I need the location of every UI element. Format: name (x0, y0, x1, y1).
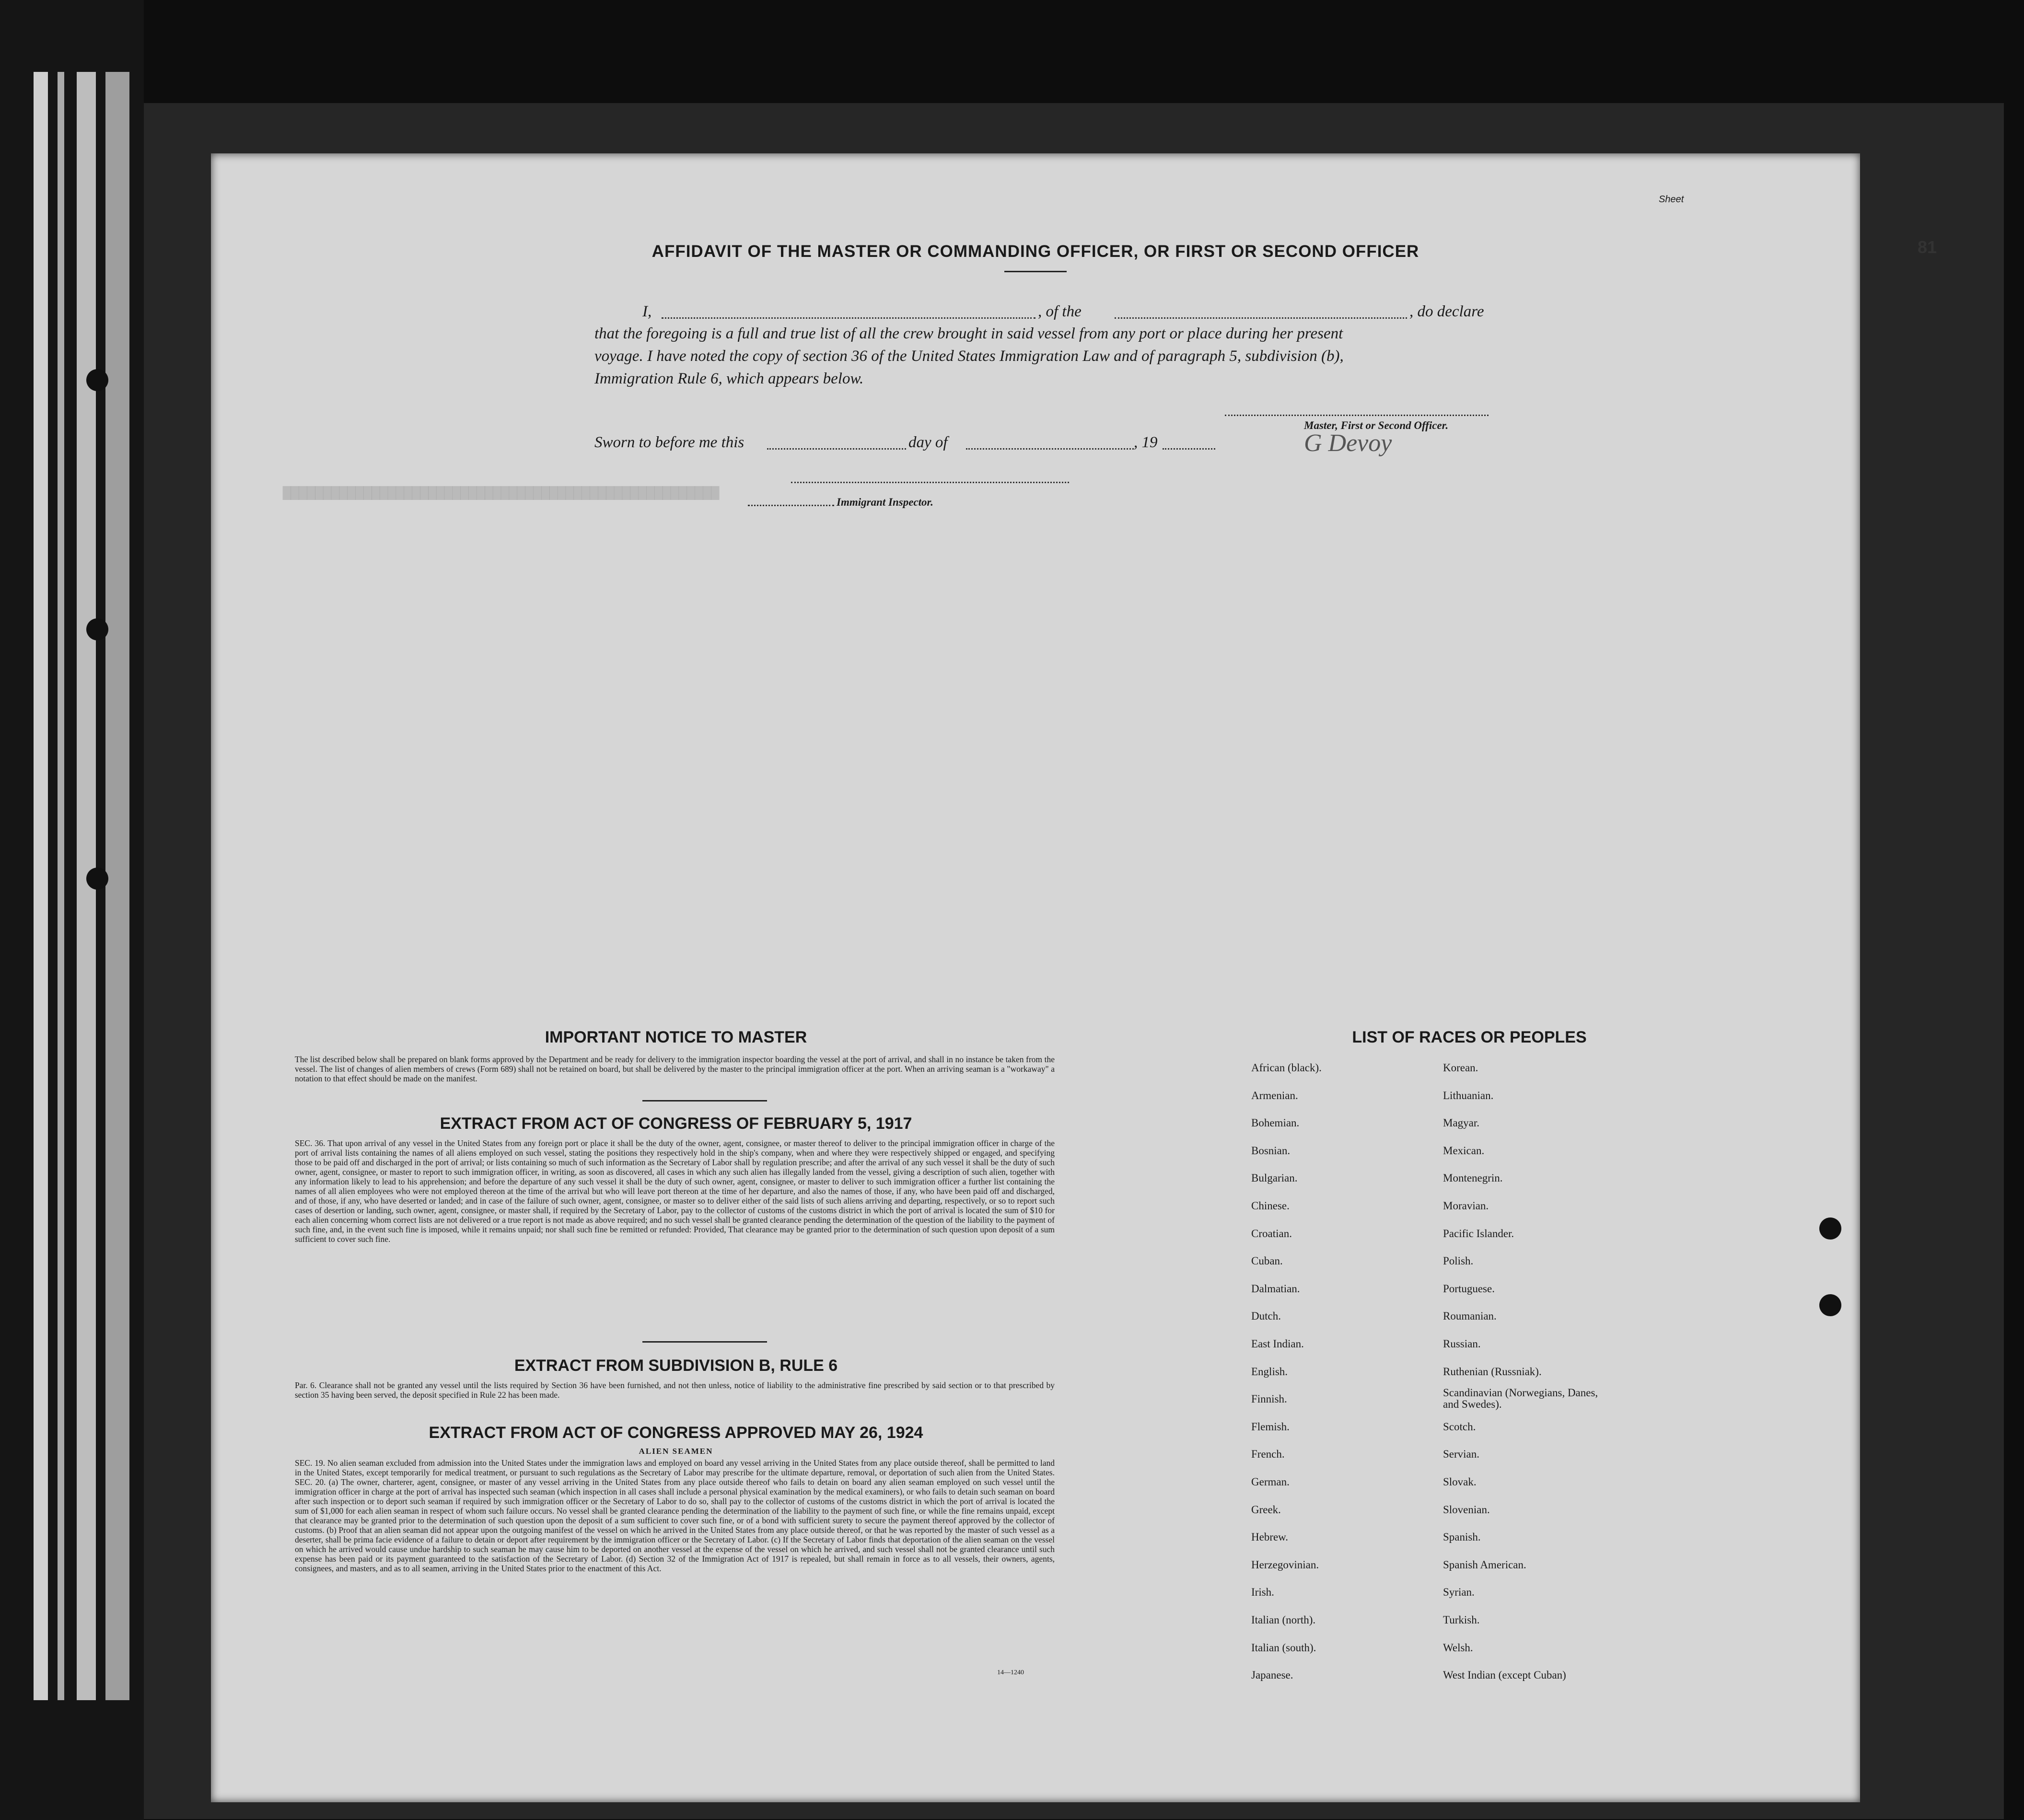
document-page (211, 153, 1937, 1802)
extract-rule6-text: Par. 6. Clearance shall not be granted any vessel until the lists required by Section 36 have been furnished, and not then unless, notice of liability to the administrative fine prescribed by said section or to that prescribed by section 35 having been served, the deposit specified in Rule 22 has been made. (295, 1380, 1055, 1400)
section-rule (642, 1341, 767, 1343)
race-item: Magyar. (1443, 1117, 1480, 1129)
race-item: Italian (north). (1251, 1614, 1316, 1626)
race-item: Chinese. (1251, 1200, 1290, 1212)
race-item: Finnish. (1251, 1393, 1287, 1405)
punch-hole (86, 868, 108, 890)
race-item: Ruthenian (Russniak). (1443, 1365, 1542, 1378)
binder-leaf (58, 72, 64, 1700)
race-item: Spanish American. (1443, 1558, 1526, 1571)
extract-1924-title: EXTRACT FROM ACT OF CONGRESS APPROVED MAY 26, 1924 (429, 1424, 923, 1442)
race-item: Turkish. (1443, 1614, 1480, 1626)
race-item: Servian. (1443, 1448, 1480, 1461)
sworn-year-field[interactable] (1163, 448, 1215, 450)
decl-line-3: voyage. I have noted the copy of section 36 of the United States Immigration Law and of paragraph 5, subdivision (b), (594, 348, 1344, 365)
race-item: Dutch. (1251, 1310, 1281, 1322)
race-item: Polish. (1443, 1255, 1474, 1267)
race-item: Scotch. (1443, 1420, 1476, 1433)
race-item: Bohemian. (1251, 1117, 1300, 1129)
race-item: Irish. (1251, 1586, 1274, 1599)
inspector-lead-dots (748, 505, 834, 506)
punch-hole (86, 369, 108, 391)
handwritten-signature: G Devoy (1304, 429, 1392, 457)
sworn-label: Sworn to before me this (594, 434, 744, 451)
master-signature-line[interactable] (1225, 415, 1489, 416)
race-item: French. (1251, 1448, 1285, 1461)
race-item: Spanish. (1443, 1531, 1481, 1543)
vessel-field[interactable] (1115, 317, 1407, 319)
race-item: Cuban. (1251, 1255, 1283, 1267)
race-item: Bulgarian. (1251, 1172, 1298, 1184)
race-item: Mexican. (1443, 1144, 1485, 1157)
decl-line-2: that the foregoing is a full and true list of all the crew brought in said vessel from any port or place during her present (594, 325, 1343, 342)
extract-rule6-title: EXTRACT FROM SUBDIVISION B, RULE 6 (514, 1356, 838, 1375)
year-prefix: , 19 (1134, 434, 1158, 451)
race-item: English. (1251, 1365, 1288, 1378)
binder-leaf (34, 72, 48, 1700)
race-item: Flemish. (1251, 1420, 1290, 1433)
race-item: Portuguese. (1443, 1282, 1495, 1295)
decl-of-the: , of the (1038, 303, 1082, 320)
sworn-day-field[interactable] (767, 448, 906, 450)
extract-1924-subtitle: ALIEN SEAMEN (639, 1447, 713, 1456)
punch-hole (1819, 1217, 1841, 1240)
race-item: Pacific Islander. (1443, 1227, 1514, 1240)
section-rule (642, 1100, 767, 1101)
notice-title: IMPORTANT NOTICE TO MASTER (545, 1028, 807, 1046)
race-item: Roumanian. (1443, 1310, 1497, 1322)
corner-number: 81 (1918, 237, 1937, 257)
race-item: Japanese. (1251, 1669, 1293, 1681)
extract-1917-title: EXTRACT FROM ACT OF CONGRESS OF FEBRUARY 5, 1917 (440, 1114, 912, 1133)
race-item: African (black). (1251, 1062, 1322, 1074)
inspector-signature-line[interactable] (791, 482, 1069, 483)
notice-text: The list described below shall be prepared on blank forms approved by the Department and be ready for delivery to the immigration inspector boarding the vessel at the port of arrival, and shall in no instance be taken from the vessel. The list of changes of alien members of crews (Form 689) shall not be retained on board, but shall be delivered by the master to the principal immigration officer at the port. When an arriving seaman is a "workaway" a notation to that effect should be made on the manifest. (295, 1055, 1055, 1083)
race-item: East Indian. (1251, 1338, 1304, 1350)
race-item: Slovenian. (1443, 1503, 1490, 1516)
race-item: German. (1251, 1476, 1290, 1488)
race-item: Montenegrin. (1443, 1172, 1503, 1184)
binder-edge (0, 0, 144, 1820)
race-item: Syrian. (1443, 1586, 1475, 1599)
extract-1917-text: SEC. 36. That upon arrival of any vessel in the United States from any foreign port or place it shall be the duty of the owner, agent, consignee, or master thereof to deliver to the principal immigration officer in charge of the port of arrival lists containing the names of all aliens employed on such vessel, stating the positions they respectively hold in the ship's company, when and where they were respectively shipped or engaged, and specifying those to be paid off and discharged in the port of arrival; or lists containing so much of such information as the Secretary of Labor shall by regulation prescribe; and after the arrival of any such vessel it shall be the duty of such owner, agent, consignee, or master to report to such immigration officer, in writing, as soon as discovered, all cases in which any such alien has illegally landed from the vessel, giving a description of such alien, together with any information likely to lead to his apprehension; and before the departure of any such vessel it shall be the duty of such owner, agent, consignee, or master to deliver to such immigration officer a further list containing the names of all alien employees who were not employed thereon at the time of the arrival but who will leave port thereon at the time of her departure, and also the names of those, if any, who have been paid off and discharged, and of those, if any, who have deserted or landed; and in case of the failure of such owner, agent, consignee, or master so to deliver either of the said lists of such aliens arriving and departing, respectively, or so to report such cases of desertion or landing, such owner, agent, consignee, or master shall, if required by the Secretary of Labor, pay to the collector of customs of the customs district in which the port of arrival is located the sum of $10 for each alien concerning whom correct lists are not delivered or a true report is not made as above required; and no such vessel shall be granted clearance pending the determination of the question of the liability to the payment of such fine, and, in the event such fine is imposed, while it remains unpaid; nor shall such fine be remitted or refunded: Provided, That clearance may be granted prior to the determination of such question upon deposit of a sum sufficient to cover such fine. (295, 1138, 1055, 1244)
race-item: Italian (south). (1251, 1641, 1316, 1654)
race-item: Moravian. (1443, 1200, 1489, 1212)
form-number: 14—1240 (997, 1669, 1024, 1676)
title-rule (1004, 271, 1067, 272)
race-item: Hebrew. (1251, 1531, 1289, 1543)
race-item: Herzegovinian. (1251, 1558, 1319, 1571)
inspector-label: Immigrant Inspector. (837, 496, 933, 508)
decl-line-4: Immigration Rule 6, which appears below. (594, 370, 864, 387)
race-item: Lithuanian. (1443, 1089, 1494, 1101)
punch-hole (1819, 1294, 1841, 1316)
race-item: Welsh. (1443, 1641, 1473, 1654)
extract-1924-text: SEC. 19. No alien seaman excluded from admission into the United States under the immigration laws and employed on board any vessel arriving in the United States from any place outside thereof, shall be permitted to land in the United States, except temporarily for medical treatment, or pursuant to such regulations as the Secretary of Labor may prescribe for the ultimate departure, removal, or deportation of such alien from the United States. SEC. 20. (a) The owner, charterer, agent, consignee, or master of any vessel arriving in the United States from any place outside thereof who fails to detain on board any alien seaman employed on such vessel until the immigration officer in charge at the port of arrival has inspected such seaman (which inspection in all cases shall include a personal physical examination by the medical examiners), or who fails to detain such seaman on board after such inspection or to deport such seaman if required by such immigration officer or the Secretary of Labor to do so, shall pay to the collector of customs of the customs district in which the port of arrival is located the sum of $1,000 for each alien seaman in respect of whom such failure occurs. No vessel shall be granted clearance pending the determination of the liability to the payment of such fine, or while the fine remains unpaid, except that clearance may be granted prior to the determination of such question upon the deposit of a sum sufficient to cover such fine, or of a bond with sufficient surety to secure the payment thereof approved by the collector of customs. (b) Proof that an alien seaman did not appear upon the outgoing manifest of the vessel on which he arrived in the United States from any place outside thereof, or that he was reported by the master of such vessel as a deserter, shall be prima facie evidence of a failure to detain or deport after requirement by the immigration officer or the Secretary of Labor. (c) If the Secretary of Labor finds that deportation of the alien seaman on the vessel on which he arrived would cause undue hardship to such seaman he may cause him to be deported on another vessel at the expense of the vessel on which he arrived, and such vessel shall not be granted clearance until such expense has been paid or its payment guaranteed to the satisfaction of the Secretary of Labor. (d) Section 32 of the Immigration Act of 1917 is repealed, but shall remain in force as to all vessels, their owners, agents, consignees, and masters, and as to all seamen, arriving in the United States prior to the enactment of this Act. (295, 1458, 1055, 1573)
race-item: Croatian. (1251, 1227, 1292, 1240)
decl-i: I, (642, 303, 652, 320)
race-item: Russian. (1443, 1338, 1481, 1350)
races-title: LIST OF RACES OR PEOPLES (1352, 1028, 1587, 1046)
affidavit-title: AFFIDAVIT OF THE MASTER OR COMMANDING OFFICER, OR FIRST OR SECOND OFFICER (651, 242, 1419, 261)
race-item: Scandinavian (Norwegians, Danes, and Swedes). (1443, 1387, 1598, 1411)
race-item: Armenian. (1251, 1089, 1298, 1101)
sworn-month-field[interactable] (966, 448, 1134, 450)
race-item: West Indian (except Cuban) (1443, 1669, 1566, 1681)
race-item: Dalmatian. (1251, 1282, 1300, 1295)
decl-do-declare: , do declare (1409, 303, 1484, 320)
race-item: Greek. (1251, 1503, 1281, 1516)
punch-hole (86, 618, 108, 640)
race-item: Bosnian. (1251, 1144, 1291, 1157)
day-of-label: day of (908, 434, 948, 451)
name-field[interactable] (662, 317, 1035, 319)
sheet-label: Sheet (1659, 194, 1684, 205)
binder-leaf (105, 72, 129, 1700)
master-label: Master, First or Second Officer. (1304, 419, 1449, 431)
race-item: Slovak. (1443, 1476, 1477, 1488)
race-item: Korean. (1443, 1062, 1478, 1074)
bleed-through: ▇▇▇▇▇▇▇▇▇▇▇▇▇▇▇▇▇▇▇▇▇▇▇▇▇▇▇▇▇▇▇▇▇▇▇▇▇▇▇▇▇▇▇▇▇▇▇▇▇▇▇▇▇▇ (283, 486, 720, 501)
